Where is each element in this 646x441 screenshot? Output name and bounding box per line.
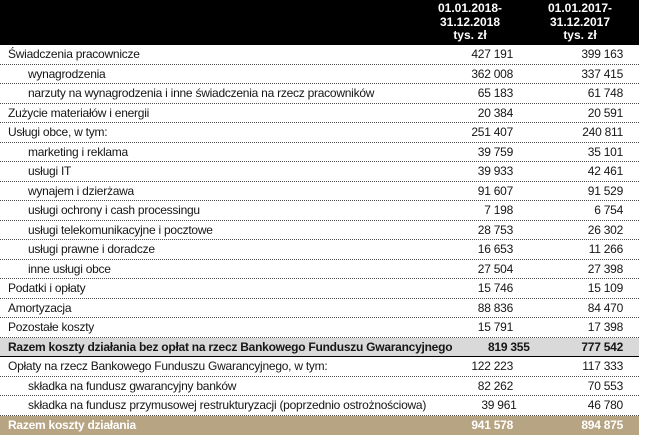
row-value-2017: 117 333: [582, 359, 623, 374]
row-value-2018: 819 355: [488, 339, 530, 354]
row-label: wynajem i dzierżawa: [28, 183, 134, 198]
row-value-2018: 941 578: [471, 418, 513, 433]
table-row: [0, 65, 639, 85]
row-label: Podatki i opłaty: [8, 281, 86, 296]
row-value-2017: 35 101: [587, 144, 623, 159]
period-2017-line1: 01.01.2017-: [547, 1, 613, 16]
row-label: Razem koszty działania bez opłat na rzecz Bankowego Funduszu Gwarancyjnego: [8, 339, 453, 354]
period-2018-line2: 31.12.2018: [439, 14, 501, 29]
row-label: składka na fundusz gwarancyjny banków: [28, 378, 237, 393]
row-label: Pozostałe koszty: [8, 320, 95, 335]
table-row: [0, 84, 639, 104]
row-value-2018: 15 791: [477, 320, 513, 335]
table-row: [0, 357, 639, 377]
row-label: usługi IT: [28, 164, 72, 179]
table-row: [0, 318, 639, 338]
table-header: [0, 0, 639, 45]
table-row: [0, 162, 639, 182]
row-label: składka na fundusz przymusowej restrukturyzacji (poprzednio ostrożnościowa): [28, 398, 427, 413]
row-label: Zużycie materiałów i energii: [8, 105, 150, 120]
row-label: narzuty na wynagrodzenia i inne świadczenia na rzecz pracowników: [28, 86, 375, 101]
row-value-2018: 65 183: [477, 86, 513, 101]
row-value-2018: 16 653: [477, 242, 513, 257]
row-value-2017: 20 591: [587, 105, 623, 120]
table-row: [0, 338, 639, 358]
table-row: [0, 182, 639, 202]
row-value-2018: 122 223: [471, 359, 513, 374]
table-row: [0, 104, 639, 124]
row-value-2017: 11 266: [588, 242, 623, 257]
row-label: wynagrodzenia: [28, 66, 106, 81]
row-label: usługi prawne i doradcze: [28, 242, 155, 257]
table-row: [0, 143, 639, 163]
column-header-2017: [529, 2, 639, 43]
row-value-2018: 20 384: [477, 105, 513, 120]
row-value-2018: 88 836: [477, 300, 513, 315]
table-row: [0, 45, 639, 65]
row-value-2017: 399 163: [581, 47, 623, 62]
row-value-2017: 84 470: [587, 300, 623, 315]
row-value-2018: 362 008: [471, 66, 513, 81]
row-value-2017: 777 542: [581, 339, 623, 354]
row-value-2018: 427 191: [471, 47, 513, 62]
row-value-2017: 6 754: [594, 203, 623, 218]
row-value-2018: 82 262: [477, 378, 513, 393]
row-label: inne usługi obce: [28, 261, 111, 276]
row-value-2017: 42 461: [587, 164, 623, 179]
period-2018-line1: 01.01.2018-: [437, 1, 503, 16]
row-value-2017: 61 748: [587, 86, 623, 101]
row-value-2018: 15 746: [477, 281, 513, 296]
table-row: [0, 299, 639, 319]
row-value-2018: 39 961: [481, 398, 517, 413]
column-header-2018: [419, 2, 529, 43]
row-value-2017: 15 109: [587, 281, 623, 296]
row-value-2017: 17 398: [587, 320, 623, 335]
row-value-2018: 39 759: [477, 144, 513, 159]
row-label: Amortyzacja: [8, 300, 72, 315]
row-label: marketing i reklama: [28, 144, 128, 159]
row-label: usługi telekomunikacyjne i pocztowe: [28, 222, 213, 237]
row-value-2018: 7 198: [484, 203, 513, 218]
row-value-2018: 27 504: [477, 261, 513, 276]
unit-2017: tys. zł: [563, 28, 597, 43]
row-value-2017: 27 398: [587, 261, 623, 276]
unit-2018: tys. zł: [453, 28, 487, 43]
table-row: [0, 260, 639, 280]
table-row: [0, 240, 639, 260]
row-value-2017: 26 302: [587, 222, 623, 237]
row-label: Razem koszty działania: [8, 418, 136, 433]
table-body: [0, 45, 639, 435]
row-value-2018: 91 607: [477, 183, 513, 198]
row-value-2017: 91 529: [587, 183, 623, 198]
table-row: [0, 396, 639, 416]
row-value-2017: 337 415: [581, 66, 623, 81]
table-row: [0, 123, 639, 143]
row-value-2017: 46 780: [587, 398, 623, 413]
row-value-2018: 28 753: [477, 222, 513, 237]
row-label: usługi ochrony i cash processingu: [28, 203, 200, 218]
period-2017-line2: 31.12.2017: [549, 14, 611, 29]
row-label: Świadczenia pracownicze: [8, 47, 140, 62]
row-label: Opłaty na rzecz Bankowego Funduszu Gwarancyjnego, w tym:: [8, 359, 328, 374]
table-row: [0, 279, 639, 299]
table-row: [0, 377, 639, 397]
row-value-2017: 70 553: [587, 378, 623, 393]
table-row: [0, 416, 639, 436]
row-value-2017: 894 875: [581, 418, 623, 433]
row-value-2018: 251 407: [471, 125, 513, 140]
row-label: Usługi obce, w tym:: [8, 125, 108, 140]
row-value-2018: 39 933: [477, 164, 513, 179]
table-row: [0, 221, 639, 241]
row-value-2017: 240 811: [582, 125, 623, 140]
table-row: [0, 201, 639, 221]
